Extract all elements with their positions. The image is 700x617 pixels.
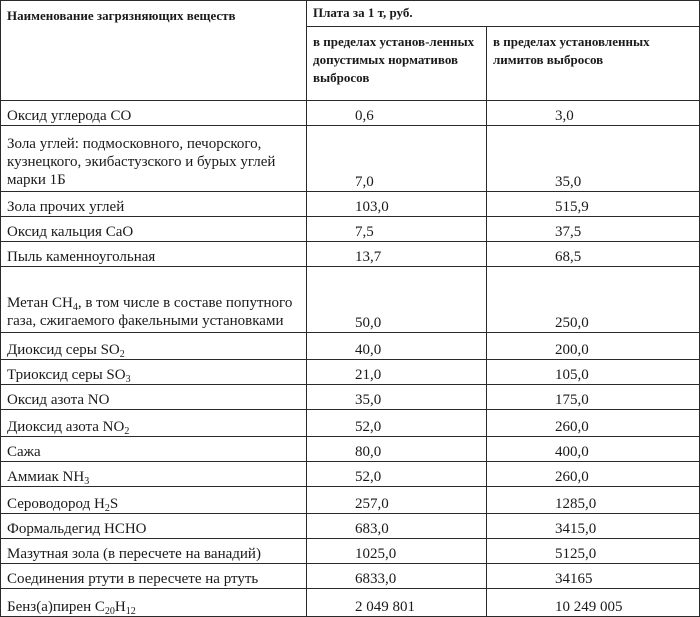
substance-name: Диоксид азота $NO_2$ <box>1 410 307 437</box>
fee-within-limits: 400,0 <box>487 437 700 462</box>
fee-within-norms: 50,0 <box>307 267 487 333</box>
table-row <box>1 462 700 487</box>
fee-within-norms: 40,0 <box>307 333 487 360</box>
fee-within-norms: 52,0 <box>307 462 487 487</box>
header-row-top <box>1 1 700 27</box>
fee-within-limits: 515,9 <box>487 192 700 217</box>
fee-within-norms: 257,0 <box>307 487 487 514</box>
fee-within-norms: 35,0 <box>307 385 487 410</box>
table-row <box>1 410 700 437</box>
header-within-norms: в пределах установ-ленных допустимых нормативов выбросов <box>307 27 487 101</box>
fee-within-norms: 7,0 <box>307 126 487 192</box>
substance-name: Соединения ртути в пересчете на ртуть <box>1 564 307 589</box>
substance-name: Оксид азота NO <box>1 385 307 410</box>
fee-within-limits: 260,0 <box>487 410 700 437</box>
fee-within-norms: 80,0 <box>307 437 487 462</box>
table-row <box>1 267 700 333</box>
fee-within-limits: 105,0 <box>487 360 700 385</box>
header-payment: Плата за 1 т, руб. <box>307 1 700 27</box>
header-substance: Наименование загрязняющих веществ <box>1 1 307 101</box>
fee-within-limits: 34165 <box>487 564 700 589</box>
formula-subscript: 2 <box>124 426 130 437</box>
fee-within-limits: 200,0 <box>487 333 700 360</box>
substance-name: Оксид кальция CaO <box>1 217 307 242</box>
table-row <box>1 564 700 589</box>
substance-name: Сероводород $H_2S$ <box>1 487 307 514</box>
fee-within-limits: 3,0 <box>487 101 700 126</box>
table-body <box>1 101 700 617</box>
substance-name: Сажа <box>1 437 307 462</box>
fee-within-limits: 1285,0 <box>487 487 700 514</box>
formula-subscript: 2 <box>104 503 110 514</box>
fee-within-norms: 6833,0 <box>307 564 487 589</box>
table-row <box>1 126 700 192</box>
table-row <box>1 539 700 564</box>
fee-within-norms: 13,7 <box>307 242 487 267</box>
fee-within-limits: 35,0 <box>487 126 700 192</box>
formula-subscript: 12 <box>125 606 136 617</box>
fee-within-norms: 2 049 801 <box>307 589 487 617</box>
substance-name: Оксид углерода CO <box>1 101 307 126</box>
substance-name: Триоксид серы $SO_3$ <box>1 360 307 385</box>
substance-name: Зола углей: подмосковного, печорского, кузнецкого, экибастузского и бурых углей марки 1Б <box>1 126 307 192</box>
fee-within-norms: 52,0 <box>307 410 487 437</box>
fee-within-norms: 683,0 <box>307 514 487 539</box>
substance-name: Пыль каменноугольная <box>1 242 307 267</box>
fee-within-norms: 103,0 <box>307 192 487 217</box>
table-row <box>1 101 700 126</box>
fee-within-limits: 250,0 <box>487 267 700 333</box>
fee-within-norms: 0,6 <box>307 101 487 126</box>
substance-name: Диоксид серы $SO_2$ <box>1 333 307 360</box>
substance-name: Аммиак $NH_3$ <box>1 462 307 487</box>
fee-within-limits: 3415,0 <box>487 514 700 539</box>
table-row <box>1 514 700 539</box>
table-row <box>1 192 700 217</box>
substance-name: Метан $CH_4$, в том числе в составе попутного газа, сжигаемого факельными установками <box>1 267 307 333</box>
header-within-limits: в пределах установленных лимитов выбросов <box>487 27 700 101</box>
substance-name: Мазутная зола (в пересчете на ванадий) <box>1 539 307 564</box>
fee-within-limits: 10 249 005 <box>487 589 700 617</box>
fee-within-norms: 1025,0 <box>307 539 487 564</box>
table-row <box>1 360 700 385</box>
fee-within-limits: 260,0 <box>487 462 700 487</box>
formula-subscript: 2 <box>119 349 125 360</box>
table-row <box>1 589 700 617</box>
fee-within-limits: 37,5 <box>487 217 700 242</box>
table-row <box>1 437 700 462</box>
table-row <box>1 385 700 410</box>
substance-name: Формальдегид HCHO <box>1 514 307 539</box>
substance-name: Бенз(а)пирен $C_{20}H_{12}$ <box>1 589 307 617</box>
fee-within-norms: 21,0 <box>307 360 487 385</box>
formula-subscript: 20 <box>104 606 115 617</box>
table-row <box>1 242 700 267</box>
fee-within-norms: 7,5 <box>307 217 487 242</box>
table-row <box>1 487 700 514</box>
fee-within-limits: 175,0 <box>487 385 700 410</box>
table-row <box>1 333 700 360</box>
table-row <box>1 217 700 242</box>
formula-subscript: 4 <box>72 302 78 313</box>
substance-name: Зола прочих углей <box>1 192 307 217</box>
fee-within-limits: 5125,0 <box>487 539 700 564</box>
formula-subscript: 3 <box>125 374 131 385</box>
fee-within-limits: 68,5 <box>487 242 700 267</box>
formula-subscript: 3 <box>84 476 90 487</box>
